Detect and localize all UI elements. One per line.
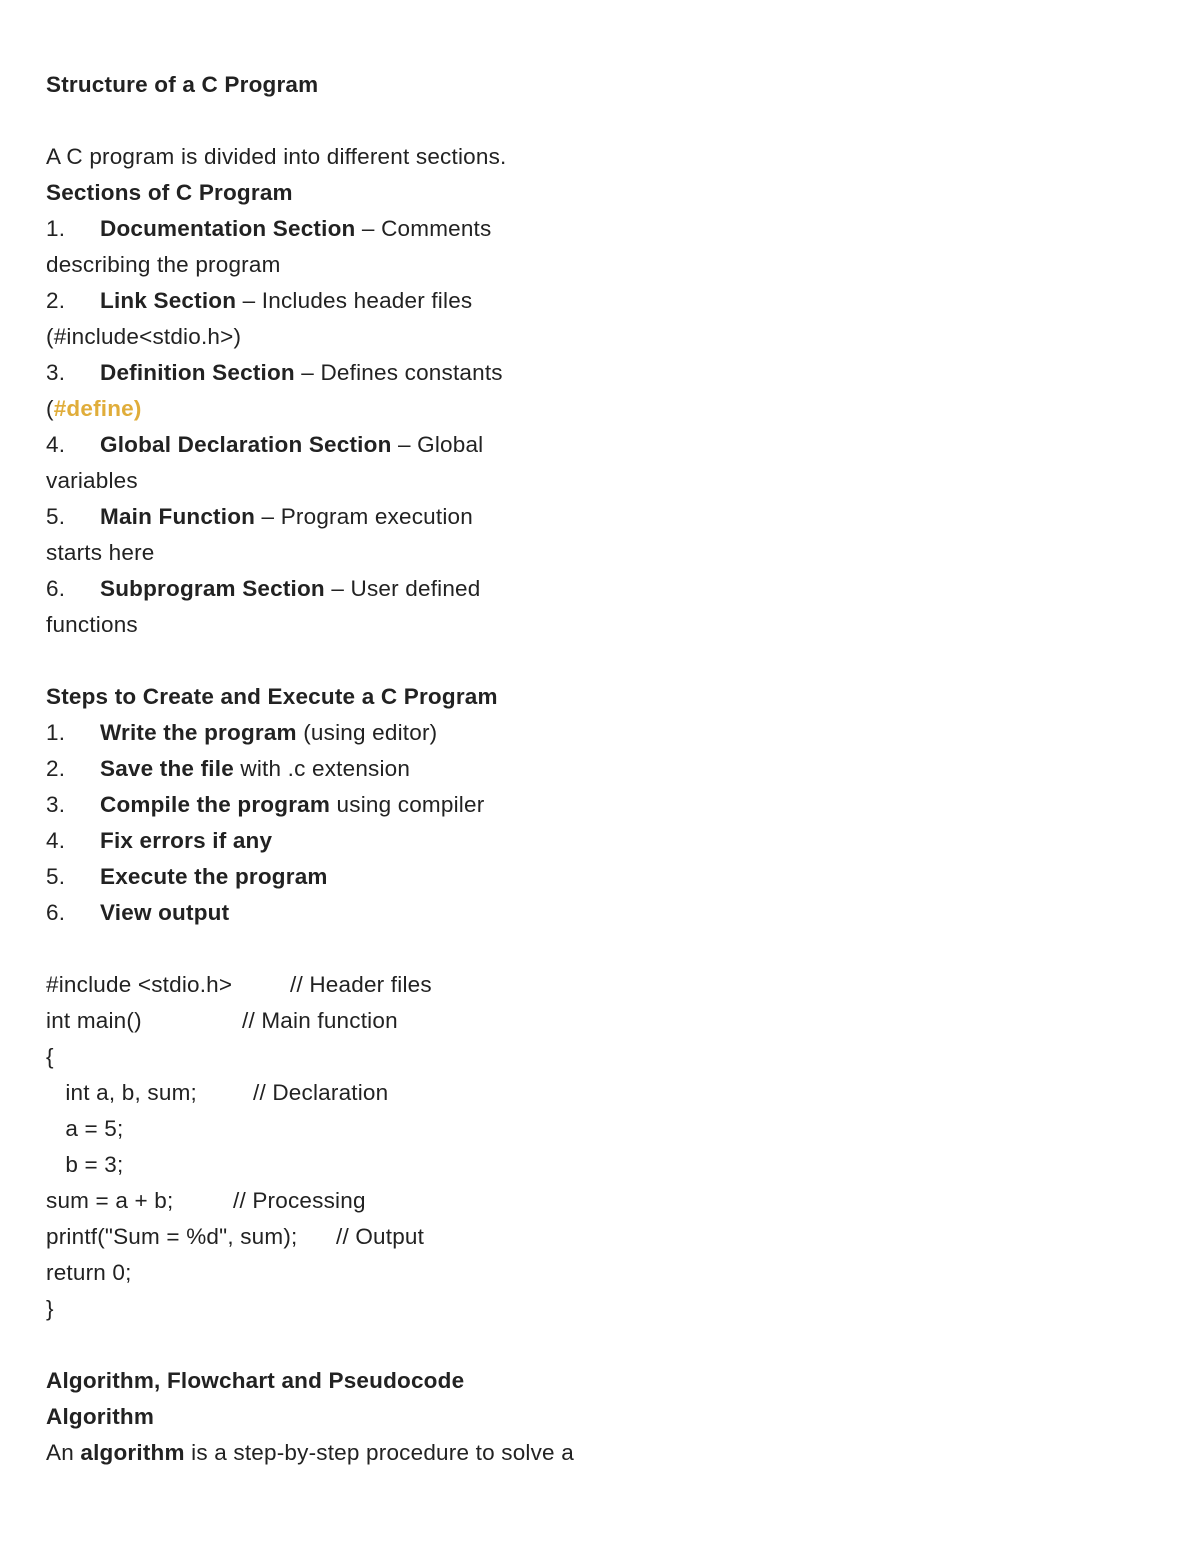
section-number: 4. (46, 432, 66, 457)
section-name: Subprogram Section (100, 576, 325, 601)
section-number: 6. (46, 576, 66, 601)
algo-heading: Algorithm, Flowchart and Pseudocode (46, 1368, 465, 1393)
code-line (46, 1039, 1146, 1075)
code-line (46, 1003, 1146, 1039)
step-rest: using compiler (330, 792, 485, 817)
step-item (46, 715, 1146, 751)
section-number: 5. (46, 504, 66, 529)
code-line (46, 1111, 1146, 1147)
spacer (46, 103, 1146, 139)
steps-heading: Steps to Create and Execute a C Program (46, 684, 498, 709)
step-number: 2. (46, 756, 66, 781)
step-item (46, 823, 1146, 859)
step-number: 6. (46, 900, 66, 925)
step-rest: (using editor) (296, 720, 438, 745)
code-line (46, 1255, 1146, 1291)
section-name: Main Function (100, 504, 256, 529)
section-item (46, 571, 1146, 607)
code-line (46, 1147, 1146, 1183)
section-desc: – Program execution (255, 504, 473, 529)
code-text: b = 3; (46, 1152, 124, 1177)
step-number: 5. (46, 864, 66, 889)
code-comment: // Declaration (253, 1080, 389, 1105)
section-continuation: describing the program (46, 252, 281, 277)
sections-heading: Sections of C Program (46, 180, 293, 205)
algo-text (46, 1435, 1146, 1471)
section-item (46, 211, 1146, 247)
step-item (46, 859, 1146, 895)
code-text: sum = a + b; (46, 1188, 174, 1213)
code-line (46, 1183, 1146, 1219)
step-number: 3. (46, 792, 66, 817)
section-name: Link Section (100, 288, 237, 313)
code-text: #include <stdio.h> (46, 972, 233, 997)
section-continuation: starts here (46, 540, 155, 565)
spacer (46, 643, 1146, 679)
section-desc: – Global (391, 432, 484, 457)
step-bold: Fix errors if any (100, 828, 273, 853)
code-text: printf("Sum = %d", sum); (46, 1224, 298, 1249)
code-text: return 0; (46, 1260, 132, 1285)
section-desc: – Includes header files (236, 288, 473, 313)
paren-open: ( (46, 396, 54, 421)
algo-subheading: Algorithm (46, 1404, 155, 1429)
section-continuation: functions (46, 612, 138, 637)
section-desc: – Comments (355, 216, 492, 241)
code-line (46, 1075, 1146, 1111)
section-name: Definition Section (100, 360, 295, 385)
algo-text-post: is a step-by-step procedure to solve a (184, 1440, 574, 1465)
code-comment: // Main function (242, 1008, 398, 1033)
section-item (46, 427, 1146, 463)
spacer (46, 931, 1146, 967)
step-bold: View output (100, 900, 230, 925)
doc-title: Structure of a C Program (46, 72, 319, 97)
define-highlight: #define) (53, 396, 142, 421)
step-rest: with .c extension (233, 756, 411, 781)
document-page (46, 67, 1146, 1471)
step-item (46, 787, 1146, 823)
code-comment: // Processing (233, 1188, 366, 1213)
section-item (46, 499, 1146, 535)
code-text: { (46, 1044, 54, 1069)
step-bold: Compile the program (100, 792, 331, 817)
step-item (46, 751, 1146, 787)
section-name: Documentation Section (100, 216, 356, 241)
section-number: 3. (46, 360, 66, 385)
algo-text-bold: algorithm (80, 1440, 185, 1465)
section-desc: – Defines constants (294, 360, 503, 385)
section-desc: – User defined (324, 576, 481, 601)
section-continuation: variables (46, 468, 138, 493)
code-line (46, 967, 1146, 1003)
step-bold: Write the program (100, 720, 297, 745)
section-item (46, 355, 1146, 391)
section-continuation: (#include<stdio.h>) (46, 324, 242, 349)
section-number: 2. (46, 288, 66, 313)
code-line (46, 1291, 1146, 1327)
section-name: Global Declaration Section (100, 432, 392, 457)
code-comment: // Output (336, 1224, 425, 1249)
step-bold: Save the file (100, 756, 234, 781)
code-text: int main() (46, 1008, 142, 1033)
code-line (46, 1219, 1146, 1255)
spacer (46, 1327, 1146, 1363)
step-number: 1. (46, 720, 66, 745)
intro-text: A C program is divided into different sections. (46, 144, 507, 169)
code-text: a = 5; (46, 1116, 124, 1141)
code-comment: // Header files (290, 972, 432, 997)
step-bold: Execute the program (100, 864, 328, 889)
code-text: } (46, 1296, 54, 1321)
step-item (46, 895, 1146, 931)
section-number: 1. (46, 216, 66, 241)
algo-text-pre: An (46, 1440, 81, 1465)
section-item (46, 283, 1146, 319)
section-continuation (46, 391, 1146, 427)
step-number: 4. (46, 828, 66, 853)
code-text: int a, b, sum; (46, 1080, 197, 1105)
